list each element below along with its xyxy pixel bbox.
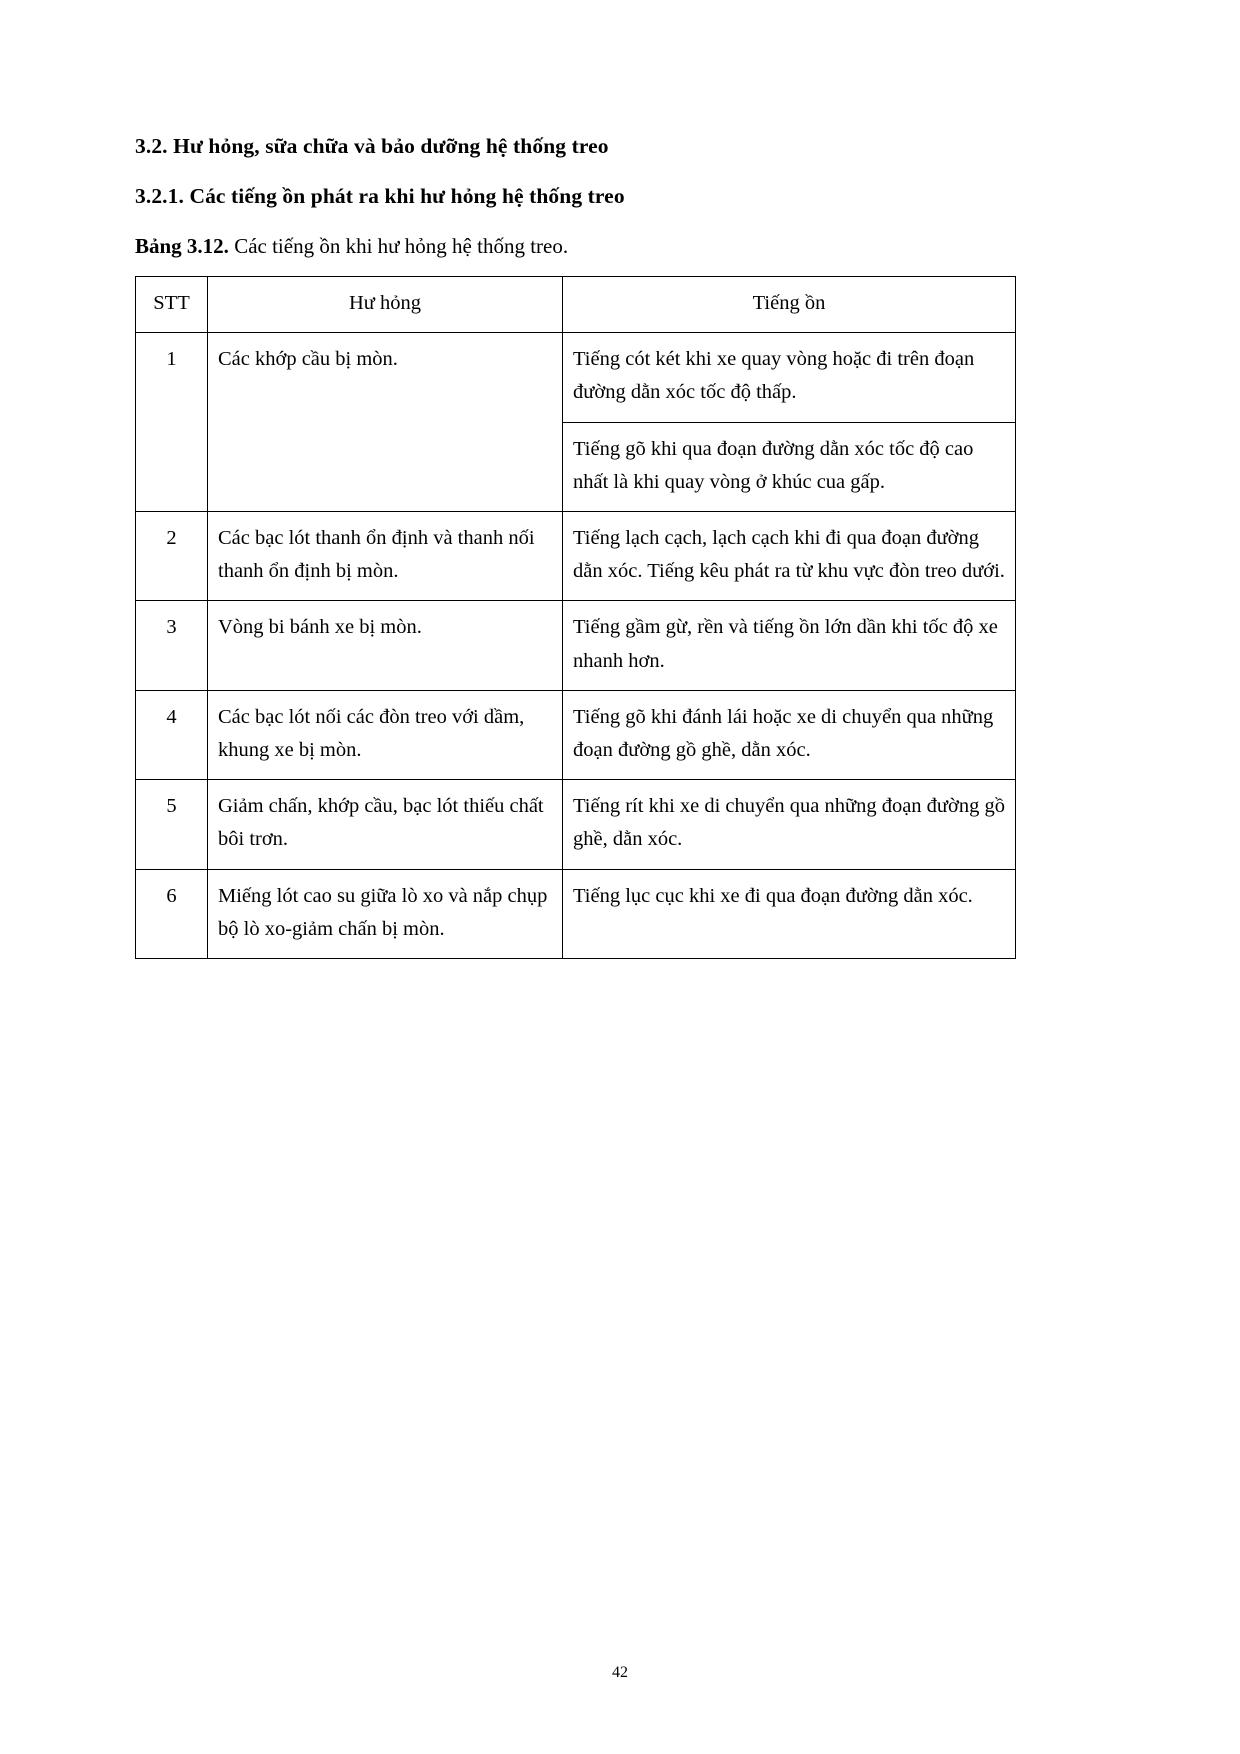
cell-stt: 4 [136,690,208,779]
table-row [136,512,1016,601]
table-caption [135,231,1105,263]
table-row [136,333,1016,422]
cell-fault: Các bạc lót nối các đòn treo với dầm, khung xe bị mòn. [208,690,563,779]
table-header-row [136,277,1016,333]
cell-stt: 6 [136,869,208,958]
section-heading-3-2-1: 3.2.1. Các tiếng ồn phát ra khi hư hỏng hệ thống treo [135,184,625,209]
table-header-noise: Tiếng ồn [563,277,1016,333]
table-row [136,601,1016,690]
table-caption-label [135,234,229,258]
cell-fault: Các bạc lót thanh ổn định và thanh nối thanh ổn định bị mòn. [208,512,563,601]
cell-fault: Miếng lót cao su giữa lò xo và nắp chụp bộ lò xo-giảm chấn bị mòn. [208,869,563,958]
cell-stt: 3 [136,601,208,690]
table-caption-label-text: Bảng 3.12. [135,233,229,258]
table-header-fault: Hư hỏng [208,277,563,333]
cell-stt: 5 [136,780,208,869]
cell-noise: Tiếng cót két khi xe quay vòng hoặc đi trên đoạn đường dằn xóc tốc độ thấp. [563,333,1016,422]
table-row [136,869,1016,958]
cell-noise: Tiếng lạch cạch, lạch cạch khi đi qua đoạn đường dằn xóc. Tiếng kêu phát ra từ khu vực đòn treo dưới. [563,512,1016,601]
cell-noise: Tiếng lục cục khi xe đi qua đoạn đường dằn xóc. [563,869,1016,958]
cell-stt: 2 [136,512,208,601]
cell-fault: Vòng bi bánh xe bị mòn. [208,601,563,690]
cell-noise: Tiếng gõ khi qua đoạn đường dằn xóc tốc độ cao nhất là khi quay vòng ở khúc cua gấp. [563,422,1016,511]
page-number: 42 [612,1664,628,1681]
cell-stt: 1 [136,333,208,512]
noise-table [135,276,1016,959]
table-row [136,690,1016,779]
table-row [136,780,1016,869]
cell-noise: Tiếng gầm gừ, rền và tiếng ồn lớn dần khi tốc độ xe nhanh hơn. [563,601,1016,690]
table-caption-text: Các tiếng ồn khi hư hỏng hệ thống treo. [234,233,569,258]
section-heading-3-2: 3.2. Hư hỏng, sữa chữa và bảo dưỡng hệ thống treo [135,134,609,158]
cell-noise: Tiếng rít khi xe di chuyển qua những đoạn đường gồ ghề, dằn xóc. [563,780,1016,869]
table-header-stt: STT [136,277,208,333]
cell-fault: Các khớp cầu bị mòn. [208,333,563,512]
cell-noise: Tiếng gõ khi đánh lái hoặc xe di chuyển qua những đoạn đường gồ ghề, dằn xóc. [563,690,1016,779]
cell-fault: Giảm chấn, khớp cầu, bạc lót thiếu chất bôi trơn. [208,780,563,869]
